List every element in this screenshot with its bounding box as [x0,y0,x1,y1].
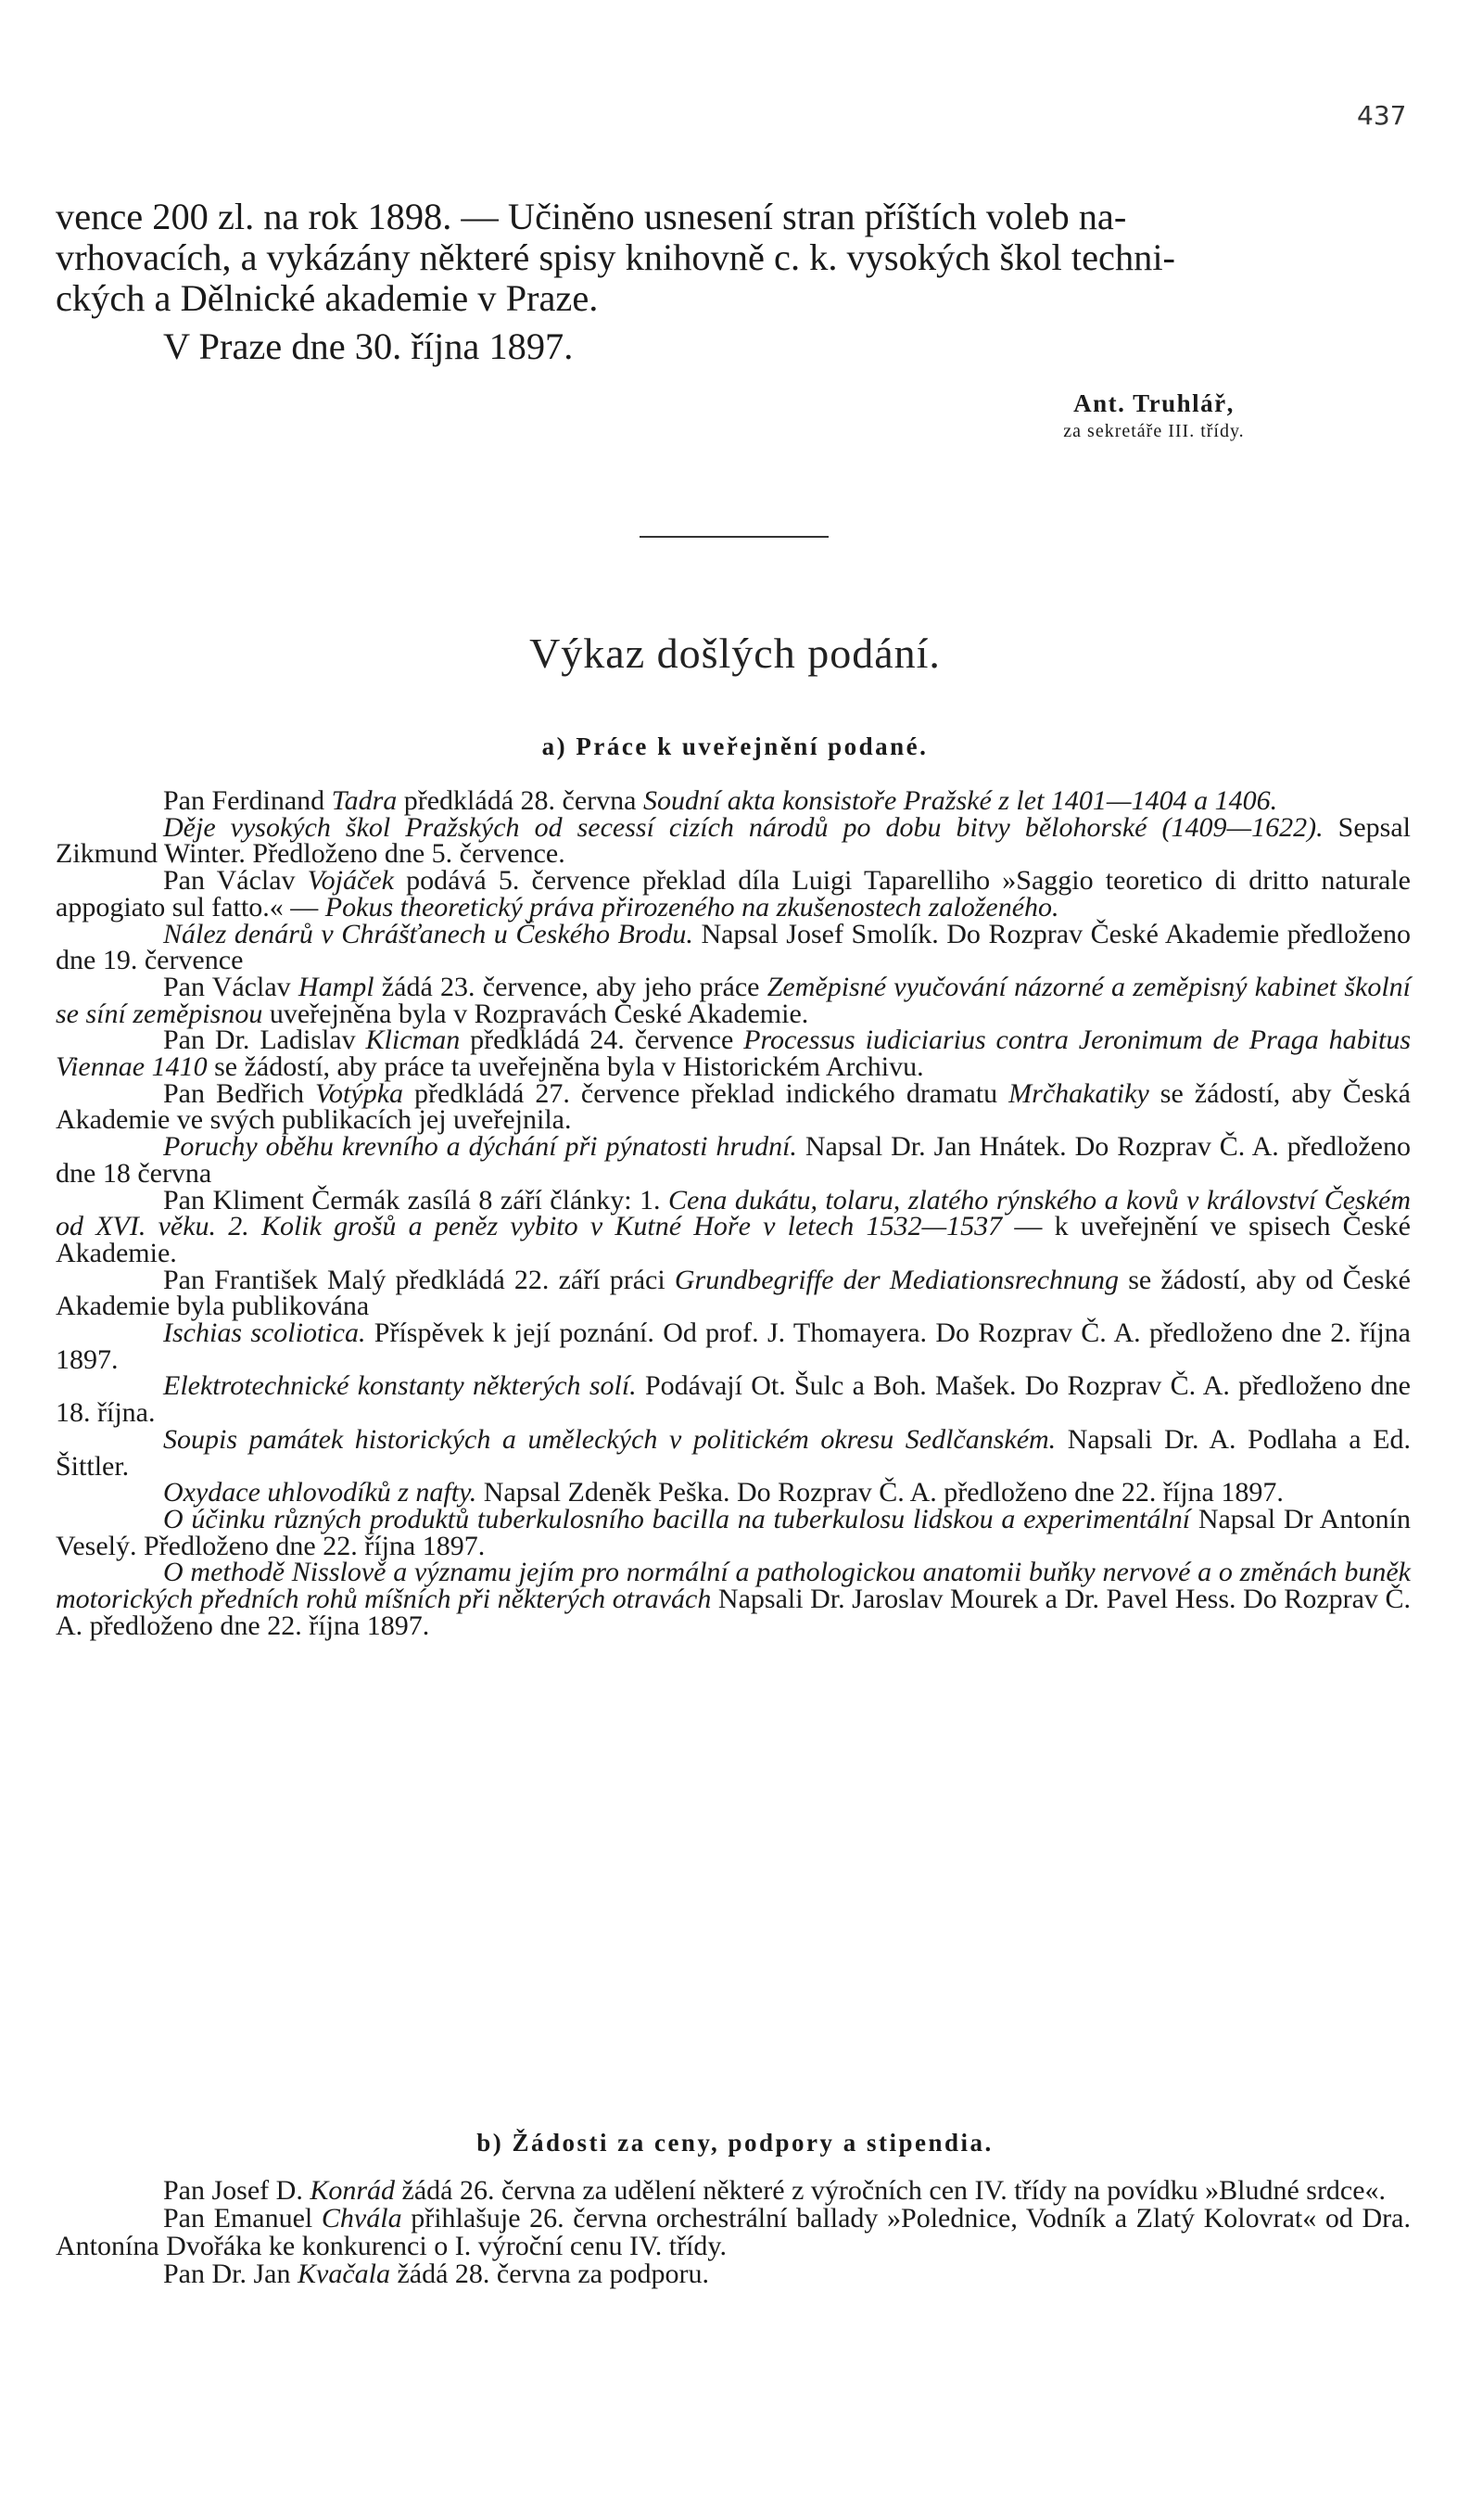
entry-text: Napsal Dr. Jan Hnátek. Do Rozprav Č. A. předloženo dne 18 června [56,1131,1411,1189]
entry-text: Pan František Malý předkládá 22. září práci [163,1264,675,1295]
intro-line-2: vrhovacích, a vykázány některé spisy knihovně c. k. vysokých škol techni- [56,236,1176,278]
entry-title: Processus iudiciarius contra Jeronimum de Praga habitus Viennae 1410 [56,1025,1411,1083]
entry-title: O methodě Nisslově a významu jejím pro normální a pathologickou anatomii buňky nervové a o změnách buněk motorických předních rohů míšních při některých otravách [56,1557,1411,1615]
entry-text: přihlašuje 26. června orchestrální ballady »Polednice, Vodník a Zlatý Kolovrat« od Dra. Antonína Dvořáka ke konkurenci o I. výroční cenu IV. třídy. [56,2203,1411,2261]
entry-text: Napsali Dr. Jaroslav Mourek a Dr. Pavel Hess. Do Rozprav Č. A. předloženo dne 22. října 1897. [56,1584,1411,1641]
entry-text: předkládá 24. července [460,1025,744,1056]
entry [56,1477,1411,1508]
signature-block [927,388,1381,443]
entry-title: Ischias scoliotica. [163,1317,366,1349]
entry-title: Cena dukátu, tolaru, zlatého rýnského a kovů v království Českém od XVI. věku. 2. Kolik grošů a peněz vybito v Kutné Hoře v letech 1532—1537 [56,1184,1411,1242]
entry-text: uveřejněna byla v Rozpravách České Akademie. [262,998,809,1029]
entry-author: Klicman [365,1025,461,1056]
entry [56,1264,1411,1322]
entry [56,811,1411,870]
entry-author: Kvačala [298,2259,390,2289]
entry-text: Pan Václav [163,971,298,1002]
entry-text: Příspěvek k její poznání. Od prof. J. Thomayera. Do Rozprav Č. A. předloženo dne 2. října 1897. [56,1317,1411,1375]
entry-title: Poruchy oběhu krevního a dýchání při pýnatosti hrudní. [163,1131,797,1163]
entry-text: se žádostí, aby práce ta uveřejněna byla v Historickém Archivu. [207,1051,924,1083]
intro-line-1: vence 200 zl. na rok 1898. — Učiněno usnesení stran příštích voleb na- [56,196,1127,237]
entry-title: Pokus theoretický práva přirozeného na zkušenostech založeného. [324,891,1059,923]
entry-text: Napsal Dr Antonín Veselý. Předloženo dne 22. října 1897. [56,1503,1412,1561]
entry-title: Zeměpisné vyučování názorné a zeměpisný kabinet školní se síní zeměpisnou [56,971,1412,1029]
entry-text: Sepsal Zikmund Winter. Předloženo dne 5. července. [56,811,1411,870]
entry-title: Soudní akta konsistoře Pražské z let 1401—1404 a 1406. [642,785,1278,816]
entry-title: Děje vysokých škol Pražských od secessí cizích národů po dobu bitvy bělohorské (1409—1622). [163,811,1324,843]
entry [56,918,1411,976]
entry-text: Pan Bedřich [163,1077,316,1109]
section-a-entries [56,785,1412,1641]
section-b-heading: b) Žádosti za ceny, podpory a stipendia. [476,2129,994,2157]
entry-title: Soupis památek historických a uměleckých v politickém okresu Sedlčanském. [163,1423,1057,1455]
entry-text: žádá 26. června za udělení některé z výročních cen IV. třídy na povídku »Bludné srdce«. [395,2175,1387,2206]
section-divider [640,536,829,538]
entry [56,865,1411,923]
entry-text: předkládá 28. června [397,785,643,816]
entry-text: předkládá 27. července překlad indického dramatu [403,1077,1009,1109]
entry-text: Pan Kliment Čermák zasílá 8 září články: 1. [163,1184,669,1215]
entry [56,2177,1411,2205]
entry [56,2205,1411,2260]
entry [56,1184,1411,1268]
entry-text: Pan Emanuel [163,2203,322,2234]
entry-text: se žádostí, aby od České Akademie byla publikována [56,1264,1411,1322]
entry-author: Tadra [331,785,398,816]
entry-author: Chvála [321,2203,402,2234]
entry [56,1423,1411,1482]
entry-text: Napsali Dr. A. Podlaha a Ed. Šittler. [56,1423,1411,1482]
entry-text: Podávají Ot. Šulc a Boh. Mašek. Do Rozprav Č. A. předloženo dne 18. října. [56,1370,1412,1429]
entry [56,785,1411,816]
entry [56,2260,1411,2288]
entry-author: Konrád [310,2175,396,2206]
signature-name: Ant. Truhlář, [1073,389,1235,417]
entry-title: Oxydace uhlovodíků z nafty. [163,1477,477,1508]
entry-title: Grundbegriffe der Mediationsrechnung [674,1264,1120,1295]
entry-text: Napsal Josef Smolík. Do Rozprav České Akademie předloženo dne 19. července [56,918,1411,976]
section-a-heading: a) Práce k uveřejnění podané. [541,732,929,760]
entry-title: Elektrotechnické konstanty některých solí. [163,1370,637,1402]
entry-text: žádá 23. července, aby jeho práce [374,971,767,1002]
dateline: V Praze dne 30. října 1897. [163,325,574,367]
entry-title: O účinku různých produktů tuberkulosního bacilla na tuberkulosu lidskou a experimentální [163,1503,1191,1534]
entry-author: Vojáček [307,865,394,897]
entry [56,1077,1412,1136]
signature-subtitle: za sekretáře III. třídy. [1063,421,1245,441]
entry-text: Pan Václav [163,865,308,897]
entry [56,1317,1411,1375]
entry [56,1131,1411,1189]
entry-text: Pan Dr. Jan [163,2259,298,2289]
page-number: 437 [1357,100,1407,131]
entry-author: Votýpka [315,1077,404,1109]
intro-paragraph [56,197,1411,367]
page-title: Výkaz došlých podání. [529,630,941,677]
entry-text: podává 5. července překlad díla Luigi Taparelliho »Saggio teoretico di dritto naturale appogiato sul fatto.« — [56,865,1411,923]
intro-line-3: ckých a Dělnické akademie v Praze. [56,277,599,319]
entry [56,1559,1411,1639]
entry-title: Mrčhakatiky [1008,1077,1149,1109]
section-b-entries [56,2177,1411,2288]
entry-text: Pan Dr. Ladislav [163,1025,366,1056]
entry-text: žádá 28. června za podporu. [389,2259,709,2289]
entry-author: Hampl [298,971,374,1002]
entry-text: Napsal Zdeněk Peška. Do Rozprav Č. A. předloženo dne 22. října 1897. [476,1477,1284,1508]
entry-text: Pan Ferdinand [163,785,332,816]
entry-text: Pan Josef D. [163,2175,310,2206]
entry [56,1370,1412,1429]
entry-text: se žádostí, aby Česká Akademie ve svých publikacích jej uveřejnila. [56,1077,1412,1136]
entry [56,1503,1412,1561]
entry-title: Nález denárů v Chrášťanech u Českého Brodu. [163,918,693,949]
entry [56,1025,1411,1083]
entry-text: — k uveřejnění ve spisech České Akademie. [56,1211,1411,1268]
entry [56,971,1412,1029]
